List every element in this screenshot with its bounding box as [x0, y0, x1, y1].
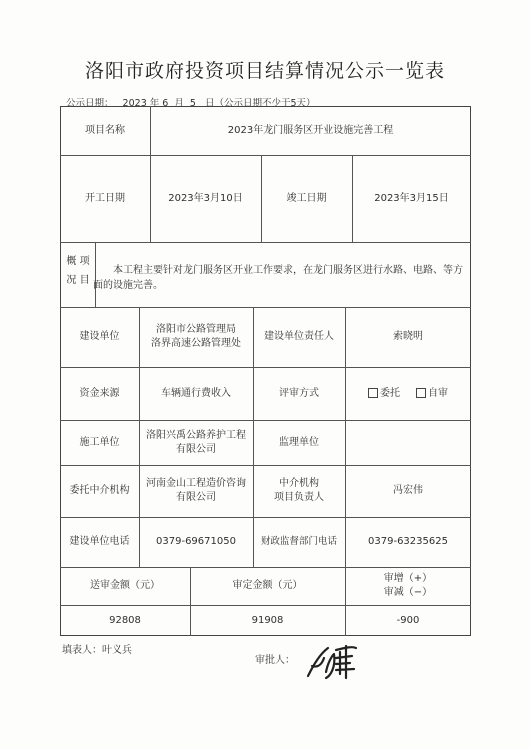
checkbox-icon[interactable] — [368, 388, 378, 398]
overview-label-line: 概 项 — [66, 256, 90, 267]
builder-value — [139, 307, 253, 367]
difference-value: -900 — [396, 614, 420, 626]
overview-label — [62, 252, 94, 290]
construction-value — [139, 420, 253, 465]
builder-person-value: 索晓明 — [393, 331, 423, 342]
construction-value-line: 有限公司 — [176, 443, 216, 455]
finance-phone-label: 财政监督部门电话 — [260, 536, 337, 547]
construction-label: 施工单位 — [79, 436, 120, 448]
builder-label: 建设单位 — [79, 331, 120, 342]
supervision-label: 监理单位 — [279, 436, 319, 448]
submitted-amount-label: 送审金额（元） — [90, 580, 160, 591]
builder-value-line: 洛阳市公路管理局 — [156, 324, 236, 335]
agency-value — [139, 465, 253, 517]
end-date-label: 竣工日期 — [286, 192, 327, 204]
builder-value-line: 洛界高速公路管理处 — [151, 338, 241, 349]
filler-name: 填表人：叶义兵 — [62, 645, 132, 656]
review-method-label: 评审方式 — [279, 387, 319, 399]
review-method-options — [345, 367, 471, 420]
review-option-self[interactable] — [416, 387, 448, 401]
submitted-amount-value: 92808 — [109, 614, 141, 626]
agency-lead-label-line: 项目负责人 — [274, 492, 324, 503]
checkbox-icon[interactable] — [416, 388, 426, 398]
approver-label: 审批人： — [255, 655, 295, 666]
difference-label-line: 审减（−） — [383, 587, 433, 598]
agency-lead-label-line: 中介机构 — [279, 478, 319, 489]
approved-amount-label: 审定金额（元） — [232, 580, 303, 591]
project-name-label: 项目名称 — [85, 124, 125, 136]
row-divider — [60, 242, 471, 243]
supervision-value — [345, 420, 471, 465]
page-title: 洛阳市政府投资项目结算情况公示一览表 — [84, 60, 445, 82]
finance-phone-value: 0379-63235625 — [368, 536, 448, 547]
construction-value-line: 洛阳兴禹公路养护工程 — [146, 429, 246, 441]
overview-text: 本工程主要针对龙门服务区开业工作要求，在龙门服务区进行水路、电路、等方面的设施完善。 — [93, 265, 463, 291]
publish-date-line: 公示日期： 2023 年 6 月 5 日（公示日期不少于5天） — [66, 98, 316, 109]
agency-lead-value: 冯宏伟 — [393, 485, 423, 496]
end-date-value: 2023年3月15日 — [374, 192, 449, 204]
review-option-entrust[interactable] — [368, 387, 400, 401]
difference-label-line: 审增（+） — [383, 573, 433, 584]
funding-label: 资金来源 — [79, 387, 120, 399]
start-date-value: 2023年3月10日 — [168, 192, 243, 204]
builder-person-label: 建设单位责任人 — [264, 331, 334, 342]
difference-label — [345, 567, 471, 605]
start-date-label: 开工日期 — [85, 192, 125, 204]
builder-phone-label: 建设单位电话 — [69, 536, 130, 547]
project-name-value: 2023年龙门服务区开业设施完善工程 — [227, 124, 394, 136]
agency-value-line: 河南金山工程造价咨询 — [146, 478, 246, 489]
overview-label-line: 况 目 — [66, 275, 90, 286]
review-option-label: 委托 — [380, 387, 400, 399]
agency-value-line: 有限公司 — [176, 492, 216, 503]
agency-label: 委托中介机构 — [69, 485, 130, 496]
builder-phone-value: 0379-69671050 — [156, 536, 236, 547]
approver-signature — [300, 638, 360, 684]
review-option-label: 自审 — [428, 387, 448, 399]
agency-lead-label — [253, 465, 345, 517]
funding-value: 车辆通行费收入 — [161, 387, 231, 399]
approved-amount-value: 91908 — [251, 614, 284, 626]
